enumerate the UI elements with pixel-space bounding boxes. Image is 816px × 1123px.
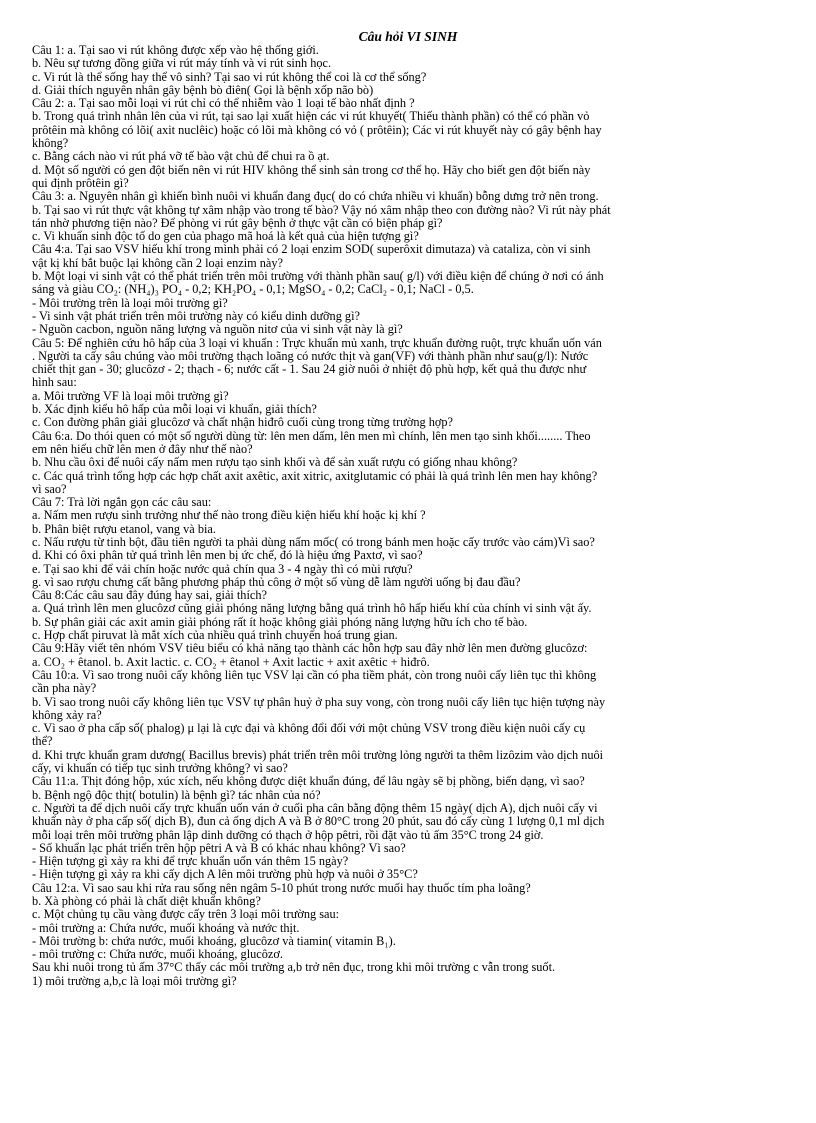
text-line: b. Vì sao trong nuôi cấy không liên tục VSV tự phân huỷ ở pha suy vong, còn trong nuôi cấy liên tục hiện tượng này <box>32 695 606 709</box>
text-line: tán nhờ phương tiện nào? Để phòng vi rút gây bệnh ở thực vật cần có biện pháp gì? <box>32 216 443 230</box>
text-line: b. Xác định kiểu hô hấp của mỗi loại vi khuẩn, giải thích? <box>32 403 317 417</box>
text-line: c. Các quá trình tổng hợp các hợp chất axit axêtic, axit xitric, axitglutamic có phải là quá trình lên men hay không? <box>32 469 598 483</box>
text-line: - Hiện tượng gì xảy ra khi để trực khuẩn uốn ván thêm 15 ngày? <box>32 855 349 869</box>
text-line: qui định prôtêin gì? <box>32 176 129 190</box>
text-line: 1) môi trường a,b,c là loại môi trường gì? <box>32 974 237 988</box>
text-line: mỗi loại trên môi trường phân lập dinh dưỡng có thạch ở hộp pêtri, rồi đặt vào tủ ấm 35°C trong 24 giờ. <box>32 828 544 842</box>
text-line: d. Khi có ôxi phân tử quá trình lên men bị ức chế, đó là hiệu ứng Paxtơ, vì sao? <box>32 549 423 563</box>
text-line: c. Vi khuẩn sinh độc tố do gen của phago mã hoá là kết quả của hiện tượng gì? <box>32 230 419 244</box>
text-line: - môi trường a: Chứa nước, muối khoáng và nước thịt. <box>32 921 300 935</box>
text-line: d. Giải thích nguyên nhân gây bệnh bò điên( Gọi là bệnh xốp não bò) <box>32 83 374 97</box>
text-line: g. vì sao rượu chưng cất bằng phương pháp thủ công ở một số vùng dễ làm người uống bị đau đầu? <box>32 575 521 589</box>
text-line: Câu 5: Để nghiên cứu hô hấp của 3 loại vi khuẩn : Trực khuẩn mủ xanh, trực khuẩn đường ruột, trực khuẩn uốn ván <box>32 336 602 350</box>
text-line: c. Vì sao ở pha cấp số( phalog) μ lại là cực đại và không đổi đối với một chủng VSV trong điều kiện nuôi cấy cụ <box>32 722 586 736</box>
text-line: Câu 1: a. Tại sao vi rút không được xếp vào hệ thống giới. <box>32 44 319 57</box>
text-line: cần pha này? <box>32 682 97 696</box>
text-line: b. Sự phân giải các axit amin giải phóng rất ít hoặc không giải phóng năng lượng hữu ích cho tế bào. <box>32 615 528 629</box>
text-line: không xảy ra? <box>32 708 102 722</box>
text-line: - Nguồn cacbon, nguồn năng lượng và nguồn nitơ của vi sinh vật này là gì? <box>32 323 403 337</box>
text-line: b. Phân biệt rượu etanol, vang và bia. <box>32 522 216 536</box>
text-line: Câu 6:a. Do thói quen có một số người dùng từ: lên men dấm, lên men mì chính, lên men tạo sinh khối........ Theo <box>32 429 591 443</box>
text-line: em nên hiểu chữ lên men ở đây như thế nào? <box>32 442 253 456</box>
text-line: c. Một chủng tụ cầu vàng được cấy trên 3 loại môi trường sau: <box>32 908 340 922</box>
document-title: Câu hỏi VI SINH <box>358 29 458 44</box>
text-line: Câu 11:a. Thịt đóng hộp, xúc xích, nếu không được diệt khuẩn đúng, để lâu ngày sẽ bị phồng, biến dạng, vì sao? <box>32 775 585 789</box>
text-line: c. Con đường phân giải glucôzơ và chất nhận hiđrô cuối cùng trong từng trường hợp? <box>32 416 453 430</box>
text-line: b. Trong quá trình nhân lên của vi rút, tại sao lại xuất hiện các vi rút khuyết( Thiếu thành phần) có thể có phần vỏ <box>32 110 590 124</box>
text-line: - Môi trường trên là loại môi trường gì? <box>32 296 228 310</box>
text-line: d. Khi trực khuẩn gram dương( Bacillus brevis) phát triển trên môi trường lỏng người ta thêm lizôzim vào dịch nuôi <box>32 748 604 762</box>
text-line: - Vi sinh vật phát triển trên môi trường này có kiểu dinh dưỡng gì? <box>32 309 360 323</box>
text-line: b. Nhu cầu ôxi để nuôi cấy nấm men rượu tạo sinh khối và để sản xuất rượu có giống nhau không? <box>32 456 518 470</box>
text-line: Câu 2: a. Tại sao mỗi loại vi rút chỉ có thể nhiễm vào 1 loại tế bào nhất định ? <box>32 97 415 111</box>
text-line: thể? <box>32 735 53 749</box>
text-line: sáng và giàu CO₂: (NH₄)₃ PO₄ - 0,2; KH₂PO₄ - 0,1; MgSO₄ - 0,2; CaCl₂ - 0,1; NaCl - 0,5. <box>32 283 474 297</box>
text-line: Câu 8:Các câu sau đây đúng hay sai, giải thích? <box>32 589 267 603</box>
text-line: e. Tại sao khi để vải chín hoặc nước quả chín qua 3 - 4 ngày thì có mùi rượu? <box>32 562 413 576</box>
text-line: c. Hợp chất piruvat là mắt xích của nhiều quá trình chuyển hoá trung gian. <box>32 629 398 643</box>
text-line: a. Nấm men rượu sinh trưởng như thế nào trong điều kiện hiếu khí hoặc kị khí ? <box>32 509 426 523</box>
text-line: . Người ta cấy sâu chúng vào môi trường thạch loãng có nước thịt và gan(VF) với thành phần như sau(g/l): Nước <box>32 349 589 363</box>
text-line: c. Nấu rượu từ tinh bột, đầu tiên người ta phải dùng nấm mốc( có trong bánh men hoặc cấy trước vào cám)Vì sao? <box>32 535 595 549</box>
question-list <box>32 44 784 988</box>
text-line: vật kị khí bắt buộc lại không cần 2 loại enzim này? <box>32 256 283 270</box>
text-line: Sau khi nuôi trong tủ ấm 37°C thấy các môi trường a,b trở nên đục, trong khi môi trường c vẫn trong suốt. <box>32 961 556 975</box>
text-line: - Số khuẩn lạc phát triển trên hộp pêtri A và B có khác nhau không? Vì sao? <box>32 841 406 855</box>
text-line: a. Quá trình lên men glucôzơ cũng giải phóng năng lượng bằng quá trình hô hấp hiếu khí của chính vi sinh vật ấy. <box>32 602 592 616</box>
text-line: Câu 4:a. Tại sao VSV hiếu khí trong mình phải có 2 loại enzim SOD( superôxit dimutaza) và cataliza, còn vi sinh <box>32 243 591 257</box>
text-line: b. Tại sao vi rút thực vật không tự xâm nhập vào trong tế bào? Vậy nó xâm nhập theo con đường nào? Vi rút này phát <box>32 203 611 217</box>
text-line: a. Môi trường VF là loại môi trường gì? <box>32 389 229 403</box>
text-line: - môi trường c: Chứa nước, muối khoáng, glucôzơ. <box>32 948 283 962</box>
text-line: b. Bệnh ngộ độc thịt( botulin) là bệnh gì? tác nhân của nó? <box>32 788 321 802</box>
text-line: b. Một loại vi sinh vật có thể phát triển trên môi trường với thành phần sau( g/l) với điều kiện để chúng ở nơi có ánh <box>32 270 604 284</box>
text-line: chiết thịt gan - 30; glucôzơ - 2; thạch - 6; nước cất - 1. Sau 24 giờ nuôi ở nhiệt độ phù hợp, kết quả thu được như <box>32 363 587 377</box>
text-line: c. Bằng cách nào vi rút phá vỡ tế bào vật chủ để chui ra ồ ạt. <box>32 150 330 164</box>
text-line: - Môi trường b: chứa nước, muối khoáng, glucôzơ và tiamin( vitamin B₁). <box>32 934 396 948</box>
text-line: - Hiện tượng gì xảy ra khi cấy dịch A lên môi trường phù hợp và nuôi ở 35°C? <box>32 868 418 882</box>
text-line: vì sao? <box>32 482 67 496</box>
text-line: Câu 9:Hãy viết tên nhóm VSV tiêu biểu có khả năng tạo thành các hỗn hợp sau đây nhờ lên men đường glucôzơ: <box>32 642 588 656</box>
text-line: c. Người ta để dịch nuôi cấy trực khuẩn uốn ván ở cuối pha cân bằng động thêm 15 ngày( dịch A), dịch nuôi cấy vi <box>32 801 598 815</box>
text-line: d. Một số người có gen đột biến nên vi rút HIV không thể sinh sản trong cơ thể họ. Hãy cho biết gen đột biến này <box>32 163 591 177</box>
text-line: Câu 7: Trả lời ngắn gọn các câu sau: <box>32 496 212 510</box>
text-line: prôtêin mà không có lõi( axit nuclêic) hoặc có lõi mà không có vỏ ( prôtêin); Các vi rút khuyết này có gây bệnh hay <box>32 123 602 137</box>
text-line: b. Nêu sự tương đồng giữa vi rút máy tính và vi rút sinh học. <box>32 57 332 71</box>
text-line: c. Vi rút là thể sống hay thể vô sinh? Tại sao vi rút không thể coi là cơ thể sống? <box>32 70 427 84</box>
text-line: cấy, vi khuẩn có tiếp tục sinh trưởng không? vì sao? <box>32 762 288 776</box>
text-line: b. Xà phòng có phải là chất diệt khuẩn không? <box>32 895 261 908</box>
document-page <box>32 30 784 988</box>
text-line: không? <box>32 137 69 151</box>
text-line: Câu 12:a. Vì sao sau khi rửa rau sống nên ngâm 5-10 phút trong nước muối hay thuốc tím pha loãng? <box>32 881 531 895</box>
text-line: Câu 3: a. Nguyên nhân gì khiến bình nuôi vi khuẩn đang đục( do có chứa nhiều vi khuẩn) bỗng dưng trở nên trong. <box>32 190 599 204</box>
text-line: Câu 10:a. Vì sao trong nuôi cấy không liên tục VSV lại cần có pha tiềm phát, còn trong nuôi cấy liên tục thì không <box>32 668 597 682</box>
text-line: khuẩn này ở pha cấp số( dịch B), đun cả ống dịch A và B ở 80°C trong 20 phút, sau đó cấy cùng 1 lượng 0,1 ml dịch <box>32 815 605 829</box>
text-line: a. CO₂ + êtanol. b. Axit lactic. c. CO₂ + êtanol + Axit lactic + axit axêtic + hiđrô. <box>32 655 430 669</box>
text-line: hình sau: <box>32 376 77 390</box>
